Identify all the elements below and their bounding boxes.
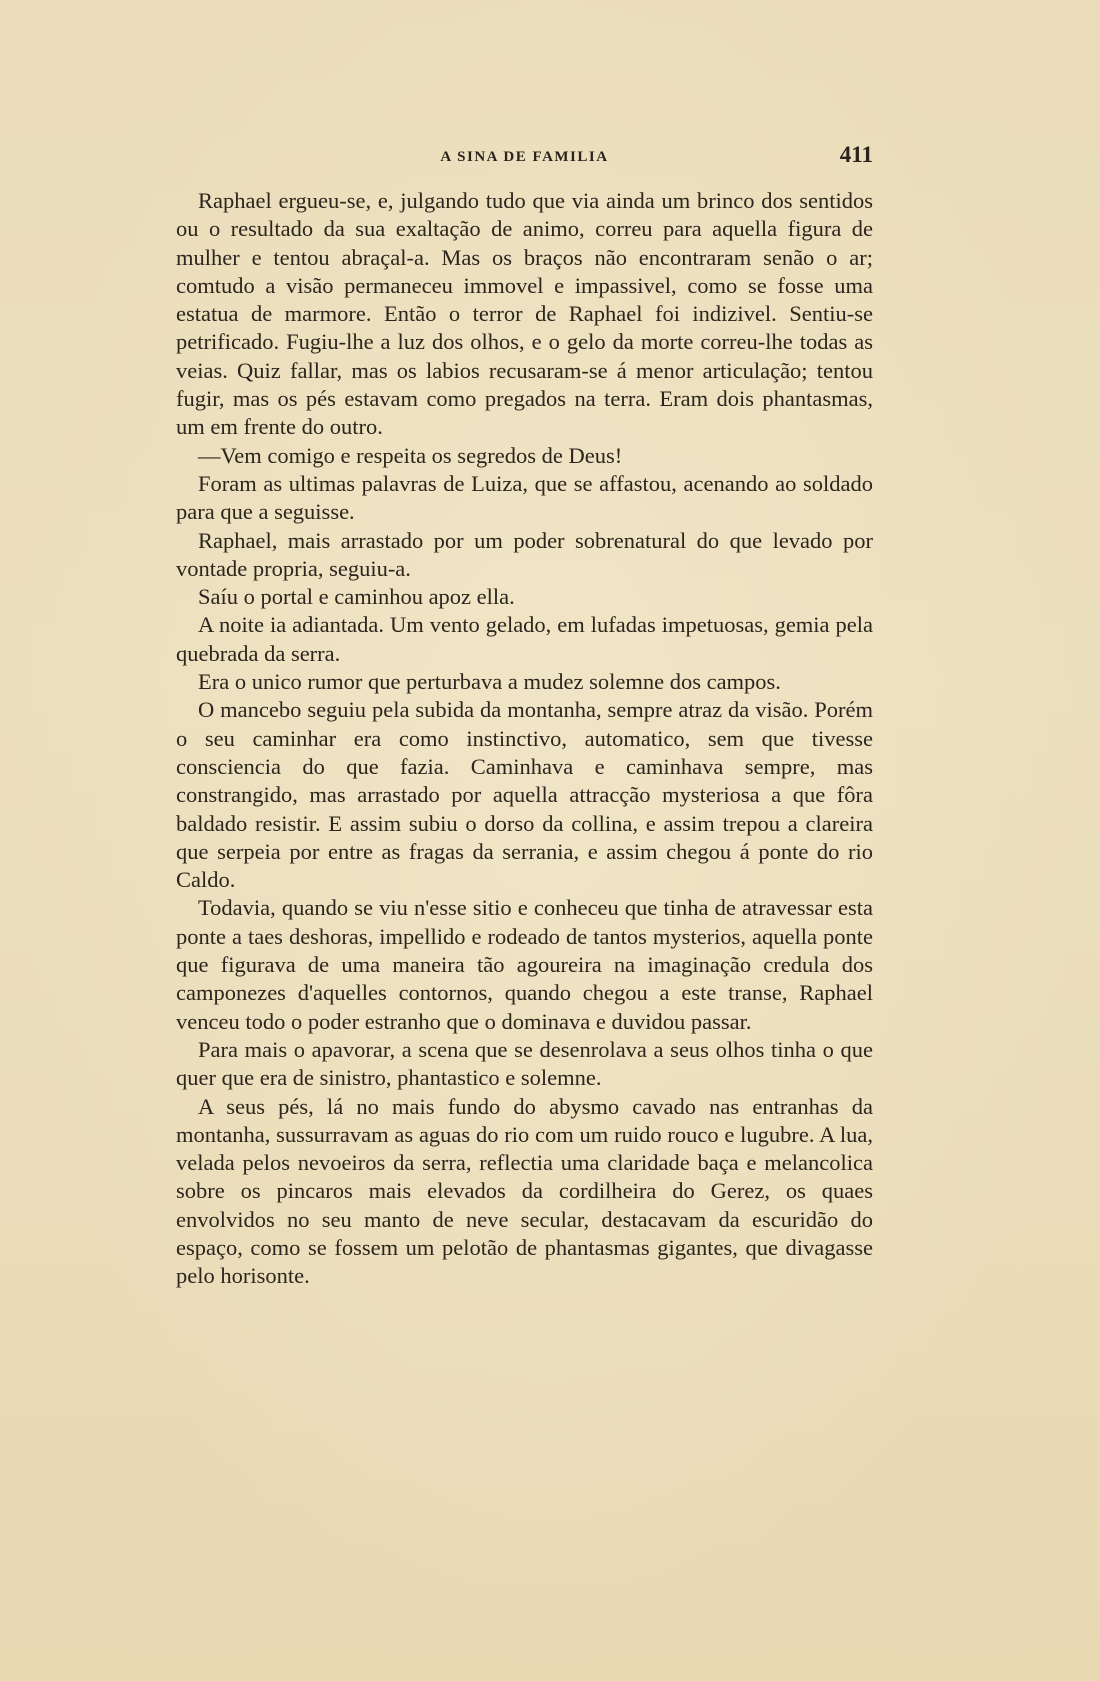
paragraph-8: O mancebo seguiu pela subida da montanha, sempre atraz da visão. Porém o seu caminhar era como instinctivo, automatico, sem que tivesse consciencia do que fazia. Caminhava e caminhava sempre, mas constrangido, mas arrastado por aquella attracção mysteriosa a que fôra baldado resistir. E assim subiu o dorso da collina, e assim trepou a clareira que serpeia por entre as fragas da serrania, e assim chegou á ponte do rio Caldo.: [176, 697, 873, 893]
paragraph-10: Para mais o apavorar, a scena que se desenrolava a seus olhos tinha o que quer que era de sinistro, phantastico e solemne.: [176, 1036, 873, 1091]
paragraph-4: Raphael, mais arrastado por um poder sobrenatural do que levado por vontade propria, seguiu-a.: [176, 527, 873, 581]
paragraph-11: A seus pés, lá no mais fundo do abysmo cavado nas entranhas da montanha, sussurravam as aguas do rio com um ruido rouco e lugubre. A lua, velada pelos nevoeiros da serra, reflectia uma claridade baça e melancolica sobre os pincaros mais elevados da cordilheira do Gerez, os quaes envolvidos no seu manto de neve secular, destacavam da escuridão do espaço, como se fossem um pelotão de phantasmas gigantes, que divagasse pelo horisonte.: [176, 1093, 873, 1289]
paragraph-7: Era o unico rumor que perturbava a mudez solemne dos campos.: [198, 669, 781, 695]
paragraph-2: —Vem comigo e respeita os segredos de Deus!: [198, 442, 623, 468]
page-number: 411: [839, 142, 873, 167]
paragraph-9: Todavia, quando se viu n'esse sitio e conheceu que tinha de atravessar esta ponte a taes deshoras, impellido e rodeado de tantos mysterios, aquella ponte que figurava de uma maneira tão agoureira na imaginação credula dos camponezes d'aquelles contornos, quando chegou a este transe, Raphael venceu todo o poder estranho que o dominava e duvidou passar.: [176, 895, 873, 1034]
paragraph-5: Saíu o portal e caminhou apoz ella.: [198, 584, 515, 610]
body-text: [176, 187, 873, 1291]
paragraph-3: Foram as ultimas palavras de Luiza, que se affastou, acenando ao soldado para que a seguisse.: [176, 470, 873, 525]
running-title: A SINA DE FAMILIA: [440, 149, 609, 165]
paragraph-6: A noite ia adiantada. Um vento gelado, em lufadas impetuosas, gemia pela quebrada da serra.: [176, 612, 873, 666]
page-header: [176, 142, 873, 172]
paragraph-1: Raphael ergueu-se, e, julgando tudo que via ainda um brinco dos sentidos ou o resultado da sua exaltação de animo, correu para aquella figura de mulher e tentou abraçal-a. Mas os braços não encontraram senão o ar; comtudo a visão permaneceu immovel e impassivel, como se fosse uma estatua de marmore. Então o terror de Raphael foi indizivel. Sentiu-se petrificado. Fugiu-lhe a luz dos olhos, e o gelo da morte correu-lhe todas as veias. Quiz fallar, mas os labios recusaram-se á menor articulação; tentou fugir, mas os pés estavam como pregados na terra. Eram dois phantasmas, um em frente do outro.: [176, 188, 873, 440]
